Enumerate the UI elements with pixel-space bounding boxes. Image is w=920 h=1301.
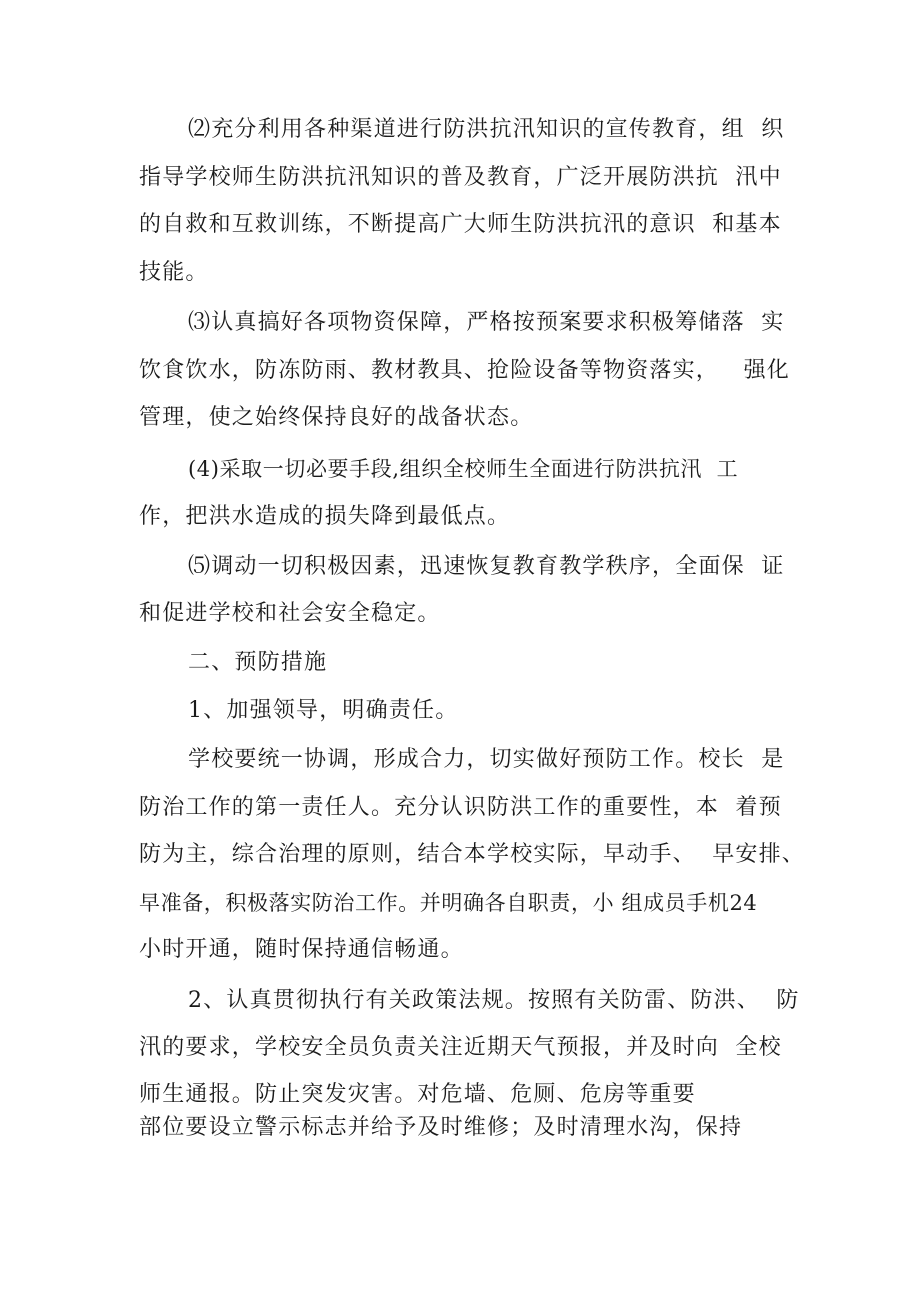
paragraph-line: 技能。 <box>139 260 209 285</box>
paragraph-line: 防治工作的第一责任人。充分认识防洪工作的重要性，本 着预 <box>139 795 782 820</box>
paragraph-line: 饮食饮水，防冻防雨、教材教具、抢险设备等物资落实， 强化 <box>139 358 790 383</box>
paragraph-line: 作，把洪水造成的损失降到最低点。 <box>139 504 511 529</box>
paragraph-line: 师生通报。防止突发灾害。对危墙、危厕、危房等重要 <box>139 1082 696 1107</box>
paragraph-line: (4)采取一切必要手段,组织全校师生全面进行防洪抗汛 工 <box>188 457 739 481</box>
paragraph-line: 和促进学校和社会安全稳定。 <box>139 601 441 626</box>
paragraph-line: 学校要统一协调，形成合力，切实做好预防工作。校长 是 <box>188 747 785 772</box>
paragraph-line: 指导学校师生防洪抗汛知识的普及教育，广泛开展防洪抗 汛中 <box>139 165 782 190</box>
paragraph-line: 汛的要求，学校安全员负责关注近期天气预报，并及时向 全校 <box>139 1035 782 1060</box>
paragraph-line: ⑵充分利用各种渠道进行防洪抗汛知识的宣传教育，组 织 <box>188 117 785 142</box>
paragraph-line: 的自救和互救训练，不断提高广大师生防洪抗汛的意识 和基本 <box>139 212 782 237</box>
paragraph-line: ⑸调动一切积极因素，迅速恢复教育教学秩序，全面保 证 <box>188 554 785 579</box>
paragraph-line: 防为主，综合治理的原则，结合本学校实际，早动手、 早安排、 <box>139 842 805 867</box>
paragraph-line: ⑶认真搞好各项物资保障，严格按预案要求积极筹储落 实 <box>188 310 785 335</box>
paragraph-line: 2、认真贯彻执行有关政策法规。按照有关防雷、防洪、 防 <box>188 988 800 1013</box>
paragraph-line: 管理，使之始终保持良好的战备状态。 <box>139 405 534 430</box>
section-heading: 二、预防措施 <box>188 650 328 675</box>
paragraph-line: 小时开通，随时保持通信畅通。 <box>139 937 464 962</box>
paragraph-line: 早准备，积极落实防治工作。并明确各自职责，小 组成员手机24 <box>139 891 758 915</box>
paragraph-line: 部位要设立警示标志并给予及时维修；及时清理水沟，保持 <box>139 1115 743 1140</box>
subsection-heading: 1、加强领导，明确责任。 <box>188 698 459 723</box>
